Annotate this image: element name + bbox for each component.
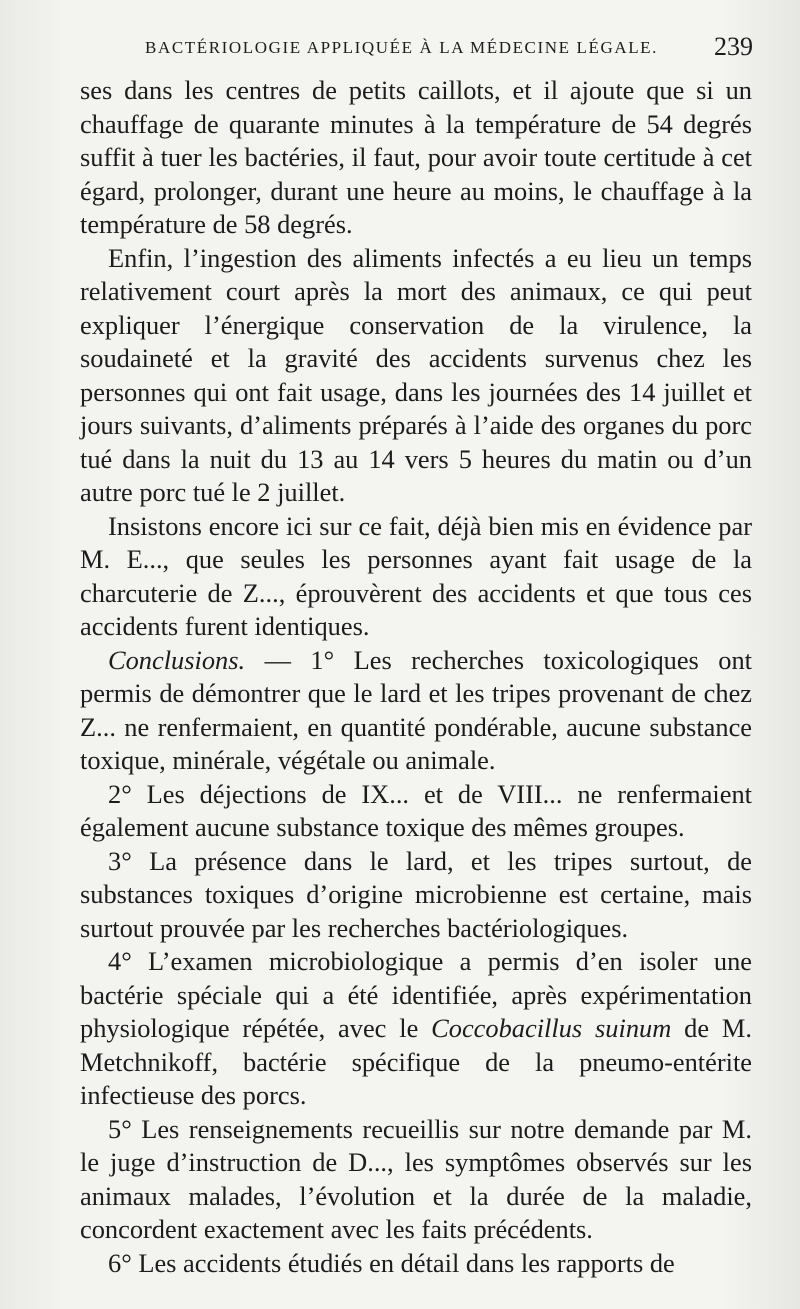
text-run: 6° Les accidents étudiés en détail dans les rapports de (108, 1247, 675, 1278)
paragraph-continuation (80, 74, 752, 242)
species-name: Coccobacillus suinum (431, 1013, 672, 1043)
paragraph-conclusion-5 (80, 1113, 752, 1247)
body-text (80, 74, 752, 1280)
text-run: 3° La présence dans le lard, et les tripes surtout, de substances toxiques d’origine microbienne est certaine, mais surtout prouvée par les recherches bactériologiques. (80, 845, 752, 943)
paragraph-conclusion-1 (80, 644, 752, 778)
running-title: BACTÉRIOLOGIE APPLIQUÉE À LA MÉDECINE LÉGALE. (145, 38, 659, 57)
page-number: 239 (714, 32, 753, 61)
text-run: 2° Les déjections de IX... et de VIII... ne renfermaient également aucune substance toxique des mêmes groupes. (80, 778, 752, 842)
paragraph-conclusion-4 (80, 945, 752, 1113)
text-run: Insistons encore ici sur ce fait, déjà bien mis en évidence par M. E..., que seules les personnes ayant fait usage de la charcuterie de Z..., éprouvèrent des accidents et que tous ces accidents furent identiques. (80, 510, 752, 641)
text-run: de M. Metchnikoff, bactérie spécifique de la pneumo-entérite infectieuse des porcs. (80, 1013, 752, 1110)
paragraph-insistons (80, 510, 752, 644)
paragraph-ingestion (80, 242, 752, 510)
text-run: — 1° Les recherches toxicologiques ont permis de démontrer que le lard et les tripes provenant de chez Z... ne renfermaient, en quantité pondérable, aucune substance toxique, minérale, végétale ou animale. (80, 644, 752, 775)
text-run: 5° Les renseignements recueillis sur notre demande par M. le juge d’instruction de D..., les symptômes observés sur les animaux malades, l’évolution et la durée de la maladie, concordent exactement avec les faits précédents. (80, 1113, 752, 1244)
text-run: Enfin, l’ingestion des aliments infectés a eu lieu un temps relativement court après la mort des animaux, ce qui peut expliquer l’énergique conservation de la virulence, la soudaineté et la gravité des accidents survenus chez les personnes qui ont fait usage, dans les journées des 14 juillet et jours suivants, d’aliments préparés à l’aide des organes du porc tué dans la nuit du 13 au 14 vers 5 heures du matin ou d’un autre porc tué le 2 juillet. (80, 242, 752, 507)
paragraph-conclusion-6 (80, 1247, 752, 1281)
running-header (145, 32, 757, 61)
paragraph-conclusion-3 (80, 845, 752, 946)
text-run: 4° L’examen microbiologique a permis d’en isoler une bactérie spéciale qui a été identifiée, après expérimentation physiologique répétée, avec le (80, 946, 752, 1043)
paragraph-conclusion-2 (80, 778, 752, 845)
text-run: ses dans les centres de petits caillots, et il ajoute que si un chauffage de quarante minutes à la température de 54 degrés suffit à tuer les bactéries, il faut, pour avoir toute certitude à cet égard, prolonger, durant une heure au moins, le chauffage à la température de 58 degrés. (80, 75, 752, 239)
conclusions-heading: Conclusions. (108, 644, 246, 675)
